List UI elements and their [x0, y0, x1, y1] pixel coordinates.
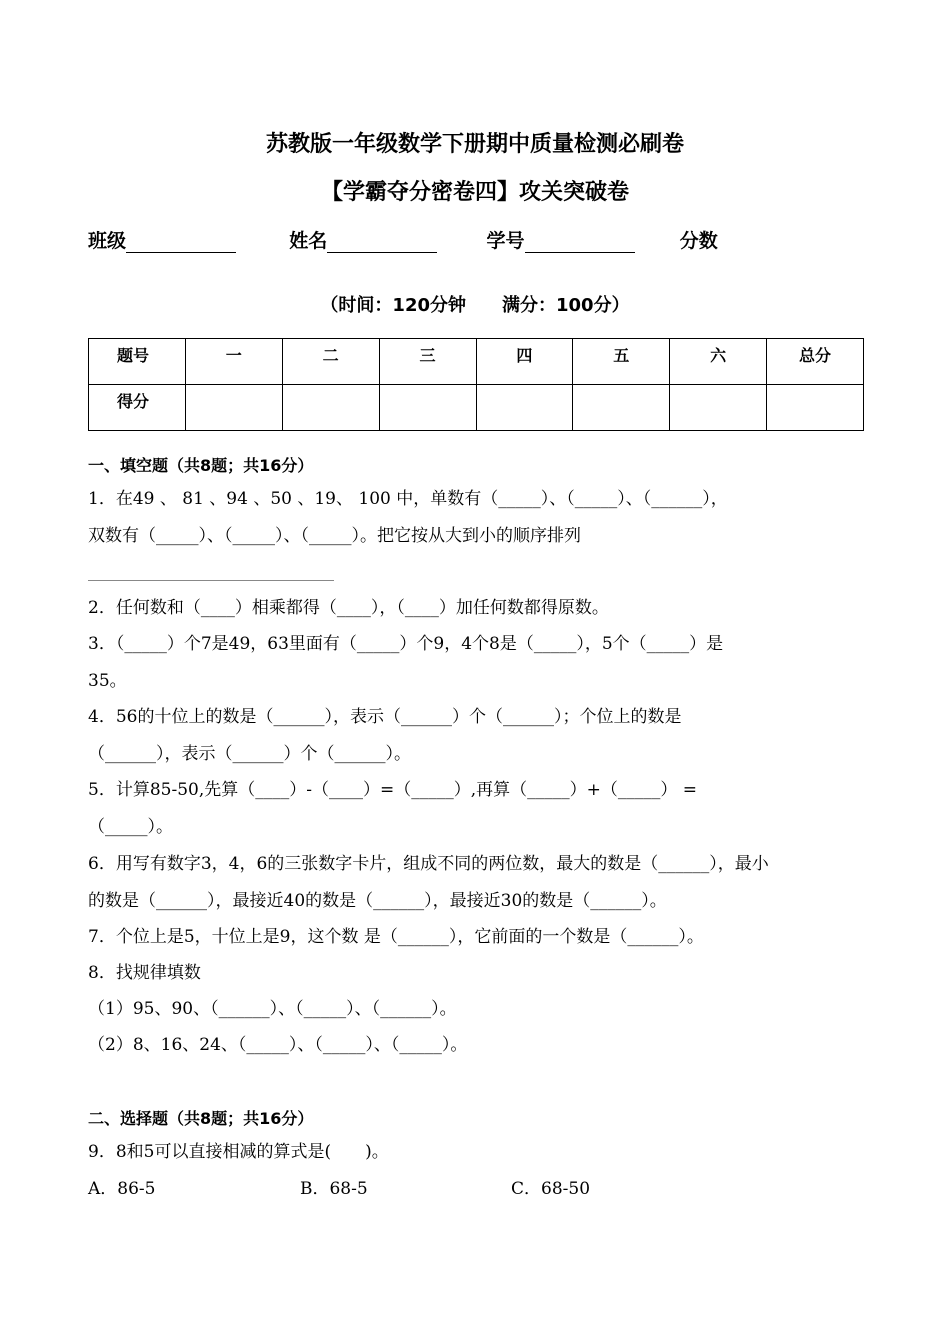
option-c[interactable]: C．68-50 [511, 1179, 591, 1199]
question-2: 2．任何数和（____）相乘都得（____），（____）加任何数都得原数。 [88, 598, 609, 618]
table-cell: 六 [670, 339, 767, 385]
name-blank[interactable] [327, 230, 437, 253]
question-1-line1: 1．在49 、 81 、94 、50 、19、 100 中，单数有（_____）、（_____）、（______）， [88, 489, 728, 509]
score-entry-cell[interactable] [573, 385, 670, 431]
info-fields [88, 226, 718, 253]
score-table-header-row [89, 339, 864, 385]
question-8-part2: （2）8、16、24、（_____）、（_____）、（_____）。 [88, 1035, 468, 1055]
score-entry-cell[interactable] [282, 385, 379, 431]
question-6-line2: 的数是（______），最接近40的数是（______），最接近30的数是（______）。 [88, 891, 667, 911]
answer-line[interactable] [88, 580, 334, 581]
question-1-line2: 双数有（_____）、（_____）、（_____）。把它按从大到小的顺序排列 [88, 526, 581, 546]
option-a[interactable]: A．86-5 [88, 1179, 156, 1199]
table-cell: 一 [185, 339, 282, 385]
score-entry-cell[interactable] [379, 385, 476, 431]
exam-title: 苏教版一年级数学下册期中质量检测必刷卷 [265, 132, 684, 157]
score-entry-cell[interactable] [476, 385, 573, 431]
id-blank[interactable] [525, 230, 635, 253]
exam-subtitle: 【学霸夺分密卷四】攻关突破卷 [320, 180, 629, 205]
table-cell: 三 [379, 339, 476, 385]
question-4-line2: （______），表示（______）个（______）。 [88, 744, 411, 764]
section2-heading: 二、选择题（共8题；共16分） [88, 1109, 314, 1128]
table-cell: 总分 [767, 339, 864, 385]
score-entry-cell[interactable] [767, 385, 864, 431]
time-info: （时间：120分钟 满分：100分） [320, 295, 630, 316]
option-b[interactable]: B．68-5 [300, 1179, 368, 1199]
question-6-line1: 6．用写有数字3，4，6的三张数字卡片，组成不同的两位数，最大的数是（______），最小 [88, 854, 769, 874]
name-label: 姓名 [289, 230, 328, 252]
id-label: 学号 [486, 230, 525, 252]
table-cell: 二 [282, 339, 379, 385]
table-cell: 题号 [89, 339, 186, 385]
question-5-line2: （_____）。 [88, 817, 173, 837]
score-table [88, 338, 864, 431]
section1-heading: 一、填空题（共8题；共16分） [88, 456, 314, 475]
question-3-line1: 3．（_____）个7是49，63里面有（_____）个9，4个8是（_____），5个（_____）是 [88, 634, 724, 654]
score-entry-cell[interactable] [185, 385, 282, 431]
question-4-line1: 4．56的十位上的数是（______），表示（______）个（______）；个位上的数是 [88, 707, 682, 727]
question-3-line2: 35。 [88, 671, 127, 691]
table-cell: 四 [476, 339, 573, 385]
class-blank[interactable] [126, 230, 236, 253]
table-cell: 五 [573, 339, 670, 385]
question-8-part1: （1）95、90、（______）、（_____）、（______）。 [88, 999, 457, 1019]
table-cell: 得分 [89, 385, 186, 431]
score-table-score-row [89, 385, 864, 431]
question-8: 8．找规律填数 [88, 963, 201, 983]
class-label: 班级 [88, 230, 127, 252]
score-label: 分数 [679, 230, 718, 252]
question-7: 7．个位上是5，十位上是9，这个数 是（______），它前面的一个数是（______）。 [88, 927, 704, 947]
question-9: 9．8和5可以直接相减的算式是( )。 [88, 1142, 389, 1162]
score-entry-cell[interactable] [670, 385, 767, 431]
question-5-line1: 5．计算85-50,先算（____）-（____）=（_____）,再算（_____）+（_____） = [88, 780, 698, 800]
